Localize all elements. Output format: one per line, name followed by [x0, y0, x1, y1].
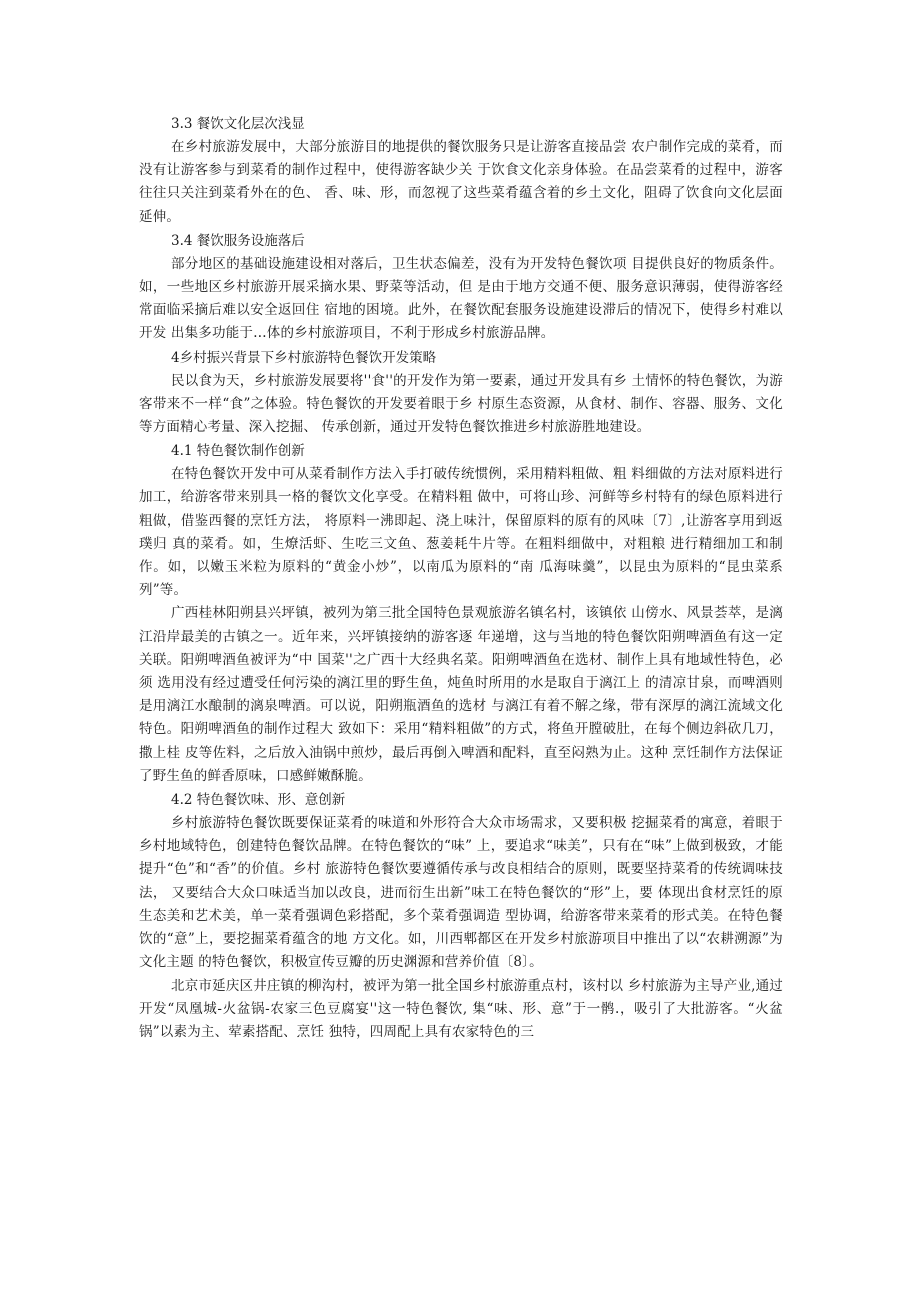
section-heading-4: 4乡村振兴背景下乡村旅游特色餐饮开发策略 — [171, 349, 437, 366]
section-heading-3-3: 3.3 餐饮文化层次浅显 — [171, 116, 305, 132]
paragraph-4-2-b: 北京市延庆区井庄镇的柳沟村，被评为第一批全国乡村旅游重点村，该村以 乡村旅游为主导产业,通过开发“凤凰城-火盆锅-农家三色豆腐宴''这一特色餐饮, 集“味、形、意”于一鹘.，吸引了大批游客。“火盆锅”以素为主、荤素搭配、烹饪 独特，四周配上具有农家特色的三 — [139, 977, 783, 1040]
section-heading-4-1: 4.1 特色餐饮制作创新 — [171, 443, 305, 460]
section-heading-4-2: 4.2 特色餐饮味、形、意创新 — [171, 792, 346, 809]
paragraph-3-4: 部分地区的基础设施建设相对落后，卫生状态偏差，没有为开发特色餐饮项 目提供良好的物质条件。如，一些地区乡村旅游开展采摘水果、野菜等活动，但 是由于地方交通不便、服务意识薄弱，使得游客经常面临采摘后难以安全返回住 宿地的困境。此外，在餐饮配套服务设施建设滞后的情况下，使得乡村难以开发 出集多功能于…体的乡村旅游项目，不利于形成乡村旅游品牌。 — [139, 255, 783, 342]
paragraph-4-1-b: 广西桂林阳朔县兴坪镇，被列为第三批全国特色景观旅游名镇名村，该镇依 山傍水、风景荟萃，是漓江沿岸最美的古镇之一。近年来，兴坪镇接纳的游客逐 年递增，这与当地的特色餐饮阳朔啤酒鱼有这一定关联。阳朔啤酒鱼被评为“中 国菜''之广西十大经典名菜。阳朔啤酒鱼在选材、制作上具有地域性特色，必须 选用没有经过遭受任何污染的漓江里的野生鱼，炖鱼时所用的水是取自于漓江上 的清凉甘泉，而啤酒则是用漓江水酿制的漓泉啤酒。可以说，阳朔瓶酒鱼的选材 与漓江有着不解之缘，带有深厚的漓江流域文化特色。阳朔啤酒鱼的制作过程大 致如下：采用“精料粗做”的方式，将鱼开膛破肚，在每个侧边斜砍几刀，撒上桂 皮等佐料，之后放入油锅中煎炒，最后再倒入啤酒和配料，直至闷熟为止。这种 烹饪制作方法保证了野生鱼的鲜香原味，口感鲜嫩酥脆。 — [139, 605, 783, 784]
section-heading-3-4: 3.4 餐饮服务设施落后 — [171, 232, 305, 249]
paragraph-4-1-a: 在特色餐饮开发中可从菜肴制作方法入手打破传统惯例，采用精料粗做、粗 料细做的方法对原料进行加工，给游客带来别具一格的餐饮文化享受。在精料粗 做中，可将山珍、河鲜等乡村特有的绿色原料进行粗做，借鉴西餐的烹饪方法， 将原料一沸即起、浇上味汁，保留原料的原有的风味〔7〕,让游客享用到返璞归 真的菜肴。如，生燎活虾、生吃三文鱼、葱姜耗牛片等。在粗料细做中，对粗粮 进行精细加工和制作。如，以嫩玉米粒为原料的“黄金小炒”，以南瓜为原料的“南 瓜海味羹”，以昆虫为原料的“昆虫菜系列”等。 — [139, 466, 783, 599]
document-page — [139, 112, 783, 1044]
paragraph-4-2-a: 乡村旅游特色餐饮既要保证菜肴的味道和外形符合大众市场需求，又要积极 挖掘菜肴的寓意，着眼于乡村地域特色，创建特色餐饮品牌。在特色餐饮的“味” 上，要追求“味美”，只有在“味”上做到极致，才能提升“色”和“香”的价值。乡村 旅游特色餐饮要遵循传承与改良相结合的原则，既要坚持菜肴的传统调味技法， 又要结合大众口味适当加以改良，进而衍生出新”味工在特色餐饮的“形”上，要 体现出食材烹饪的原生态美和艺术美，单一菜肴强调色彩搭配，多个菜肴强调造 型协调，给游客带来菜肴的形式美。在特色餐饮的“意”上，要挖掘菜肴蕴含的地 方文化。如，川西郫都区在开发乡村旅游项目中推出了以“农耕溯源”为文化主题 的特色餐饮，积极宣传豆瓣的历史渊源和营养价值〔8〕。 — [139, 815, 783, 971]
paragraph-4-intro: 民以食为天，乡村旅游发展要将''食''的开发作为第一要素，通过开发具有乡 土情怀的特色餐饮，为游客带来不一样“食”之体验。特色餐饮的开发要着眼于乡 村原生态资源，从食材、制作、容器、服务、文化等方面精心考量、深入挖掘、 传承创新，通过开发特色餐饮推进乡村旅游胜地建设。 — [139, 372, 783, 436]
paragraph-3-3: 在乡村旅游发展中，大部分旅游目的地提供的餐饮服务只是让游客直接品尝 农户制作完成的菜肴，而没有让游客参与到菜肴的制作过程中，使得游客缺少关 于饮食文化亲身体验。在品尝菜肴的过程中，游客往往只关注到菜肴外在的色、 香、味、形，而忽视了这些菜肴蕴含着的乡土文化，阻碍了饮食向文化层面延伸。 — [139, 139, 783, 225]
